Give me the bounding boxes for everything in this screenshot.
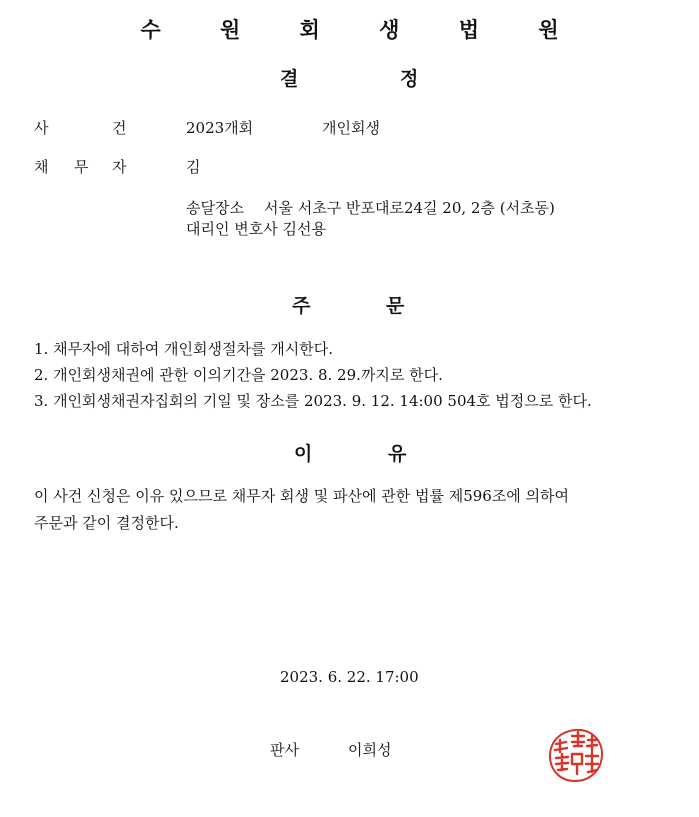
order-title-right: 문 [386, 295, 405, 317]
reason-title-left: 이 [294, 443, 313, 465]
order-item-3: 3. 개인회생채권자집회의 기일 및 장소를 2023. 9. 12. 14:00 504호 법정으로 한다. [34, 392, 592, 410]
agent-line: 대리인 변호사 김선용 [186, 220, 326, 238]
order-title-left: 주 [292, 295, 311, 317]
case-type: 개인회생 [322, 119, 380, 137]
debtor-name: 김 [186, 158, 201, 176]
judge-seal-icon [546, 726, 606, 784]
judge-title: 판사 [270, 741, 299, 759]
judge-name: 이희성 [348, 741, 392, 759]
case-label-2: 건 [112, 119, 127, 137]
debtor-label-1: 채 [34, 158, 49, 176]
decision-title-right: 정 [400, 68, 419, 90]
case-label-1: 사 [34, 119, 49, 137]
debtor-label-3: 자 [112, 158, 127, 176]
reason-title-right: 유 [388, 443, 407, 465]
address-label: 송달장소 [186, 199, 244, 217]
case-number: 2023개회 [186, 119, 254, 137]
order-item-1: 1. 채무자에 대하여 개인회생절차를 개시한다. [34, 340, 333, 358]
reason-line-2: 주문과 같이 결정한다. [34, 514, 179, 532]
address-value: 서울 서초구 반포대로24길 20, 2층 (서초동) [264, 199, 555, 217]
reason-line-1: 이 사건 신청은 이유 있으므로 채무자 회생 및 파산에 관한 법률 제596조에 의하여 [34, 487, 570, 505]
decision-title-left: 결 [280, 68, 299, 90]
debtor-label-2: 무 [74, 158, 89, 176]
decision-date: 2023. 6. 22. 17:00 [280, 668, 419, 686]
order-item-2: 2. 개인회생채권에 관한 이의기간을 2023. 8. 29.까지로 한다. [34, 366, 443, 384]
court-name: 수 원 회 생 법 원 [140, 18, 585, 42]
